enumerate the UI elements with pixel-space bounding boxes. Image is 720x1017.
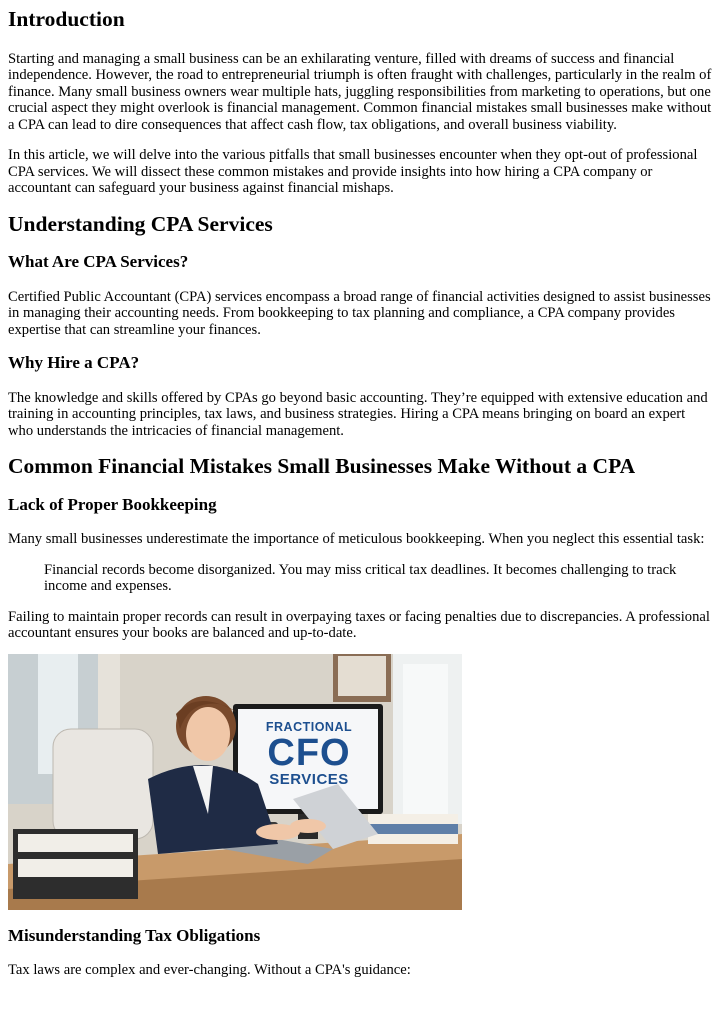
screen-line-services: SERVICES: [269, 770, 349, 788]
bookkeeping-paragraph-2: Failing to maintain proper records can result in overpaying taxes or facing penalties due to discrepancies. A professional accountant ensures your books are balanced and up-to-date.: [8, 608, 710, 642]
why-hire-cpa-heading: Why Hire a CPA?: [8, 353, 140, 373]
bookkeeping-paragraph: Many small businesses underestimate the importance of meticulous bookkeeping. When you neglect this essential task:: [8, 531, 705, 548]
what-are-cpa-heading: What Are CPA Services?: [8, 252, 189, 272]
bookkeeping-heading: Lack of Proper Bookkeeping: [8, 494, 217, 514]
tax-obligations-heading: Misunderstanding Tax Obligations: [8, 925, 261, 945]
introduction-heading: Introduction: [8, 7, 125, 31]
screen-line-fractional: FRACTIONAL: [265, 719, 353, 734]
introduction-paragraph-2: In this article, we will delve into the various pitfalls that small businesses encounter when they opt-out of professional CPA services. We will dissect these common mistakes and provide insights into how hiring a CPA company or accountant can safeguard your business against financial mishaps.: [8, 147, 698, 197]
why-hire-cpa-paragraph: The knowledge and skills offered by CPAs go beyond basic accounting. They’re equipped with extensive education and training in accounting principles, tax laws, and business strategies. Hiring a CPA means bringing on board an expert who understands the intricacies of financial management.: [8, 389, 708, 439]
monitor-screen-text: [240, 720, 378, 789]
article-image: [8, 654, 462, 910]
what-are-cpa-paragraph: Certified Public Accountant (CPA) services encompass a broad range of financial activities designed to assist businesses in managing their accounting needs. From bookkeeping to tax planning and compliance, a CPA company provides expertise that can streamline your finances.: [8, 288, 711, 338]
understanding-heading: Understanding CPA Services: [8, 211, 273, 236]
introduction-paragraph-1: Starting and managing a small business can be an exhilarating venture, filled with dreams of success and financial independence. However, the road to entrepreneurial triumph is often fraught with challenges, particularly in the realm of finance. Many small business owners wear multiple hats, juggling responsibilities from marketing to operations, but one crucial aspect they might overlook is financial management. Common financial mistakes small businesses make without a CPA can lead to dire consequences that affect cash flow, tax obligations, and overall business viability.: [8, 50, 712, 133]
office-scene-illustration: [8, 654, 462, 910]
screen-line-cfo: CFO: [267, 731, 351, 774]
tax-obligations-paragraph: Tax laws are complex and ever-changing. Without a CPA's guidance:: [8, 962, 411, 979]
mistakes-heading: Common Financial Mistakes Small Businesses Make Without a CPA: [8, 454, 636, 479]
bookkeeping-quote: Financial records become disorganized. You may miss critical tax deadlines. It becomes challenging to track income and expenses.: [44, 561, 677, 595]
